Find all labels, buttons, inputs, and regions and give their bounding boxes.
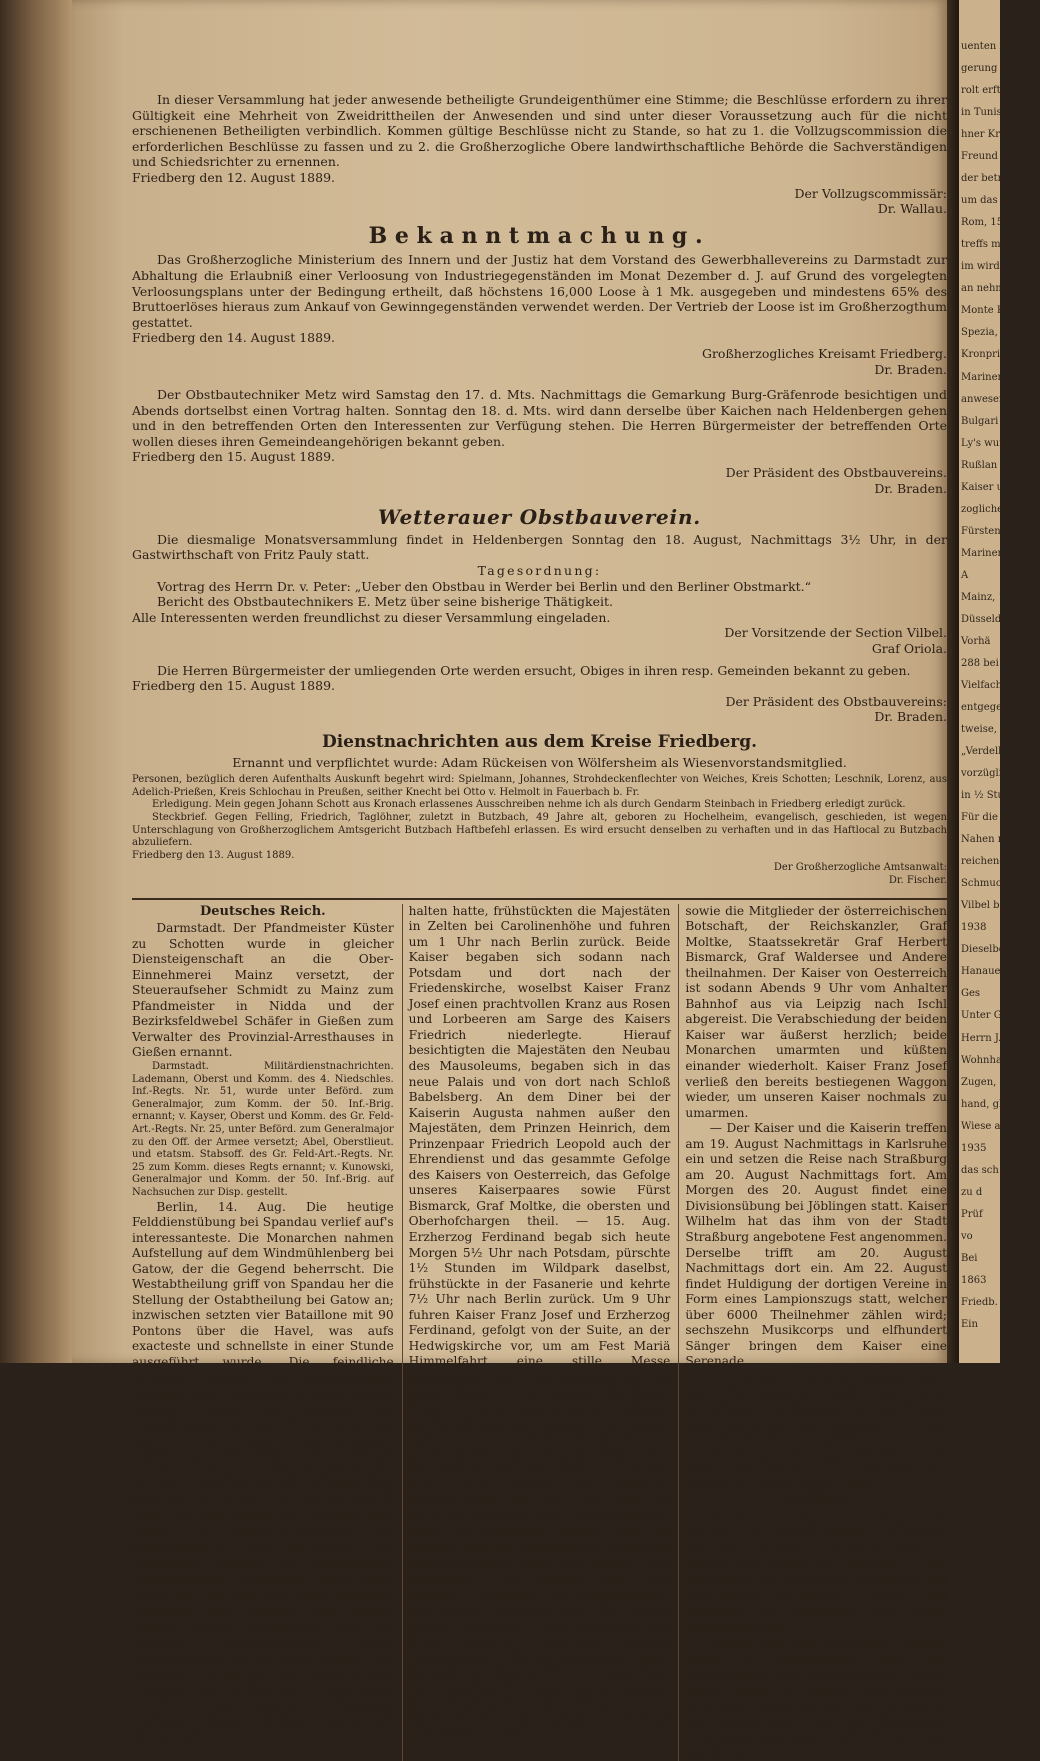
adjacent-page-fragment: um das Ander <box>961 195 1032 207</box>
news-column-1 <box>132 904 394 1761</box>
adjacent-page-fragment: Ly's wurde j <box>961 437 1023 449</box>
news-columns <box>132 904 947 1761</box>
notice-fruit-association-date: Friedberg den 15. August 1889. <box>132 678 335 694</box>
adjacent-page-fragment: Bulgari <box>961 415 999 427</box>
notice-assembly-text: In dieser Versammlung hat jeder anwesende betheiligte Grundeigenthümer eine Stimme; die Beschlüsse erfordern zu ihrer Gültigkeit eine Mehrheit von Zweidrittheilen der Anwesenden und sind unter dieser Voraussetzung auch für die nicht erschienenen Betheiligten verbindlich. Kommen gültige Beschlüsse nicht zu Stande, so hat zu 1. die Vollzugscommission die erforderlichen Beschlüsse zu fassen und zu 2. die Großherzogliche Obere landwirthschaftliche Behörde die Sachverständigen und Schiedsrichter zu ernennen. <box>132 92 947 170</box>
news-column-3 <box>678 904 947 1761</box>
notice-lottery-sign-title: Großherzogliches Kreisamt Friedberg. <box>701 345 947 361</box>
notice-lottery <box>132 222 947 377</box>
notice-fruit-association-sign-name: Dr. Braden. <box>874 709 947 725</box>
notice-assembly-sign-name: Dr. Wallau. <box>877 201 947 217</box>
adjacent-page-fragment: Marineminist <box>961 371 1030 383</box>
news-column-1-text2: Berlin, 14. Aug. Die heutige Felddienstübung bei Spandau verlief auf's interessanteste. Die Monarchen nahmen Aufstellung auf dem Windmühlenberg bei Gatow, der die Gegend beherrscht. Die Westabtheilung griff von Spandau her die Stellung der Ostabtheilung bei Gatow an; inzwischen setzten vier Bataillone mit 90 Pontons über die Havel, was aufs exacteste und schnellste in einer Stunde ausgeführt wurde. Die feindliche Artillerie beschoß die übersetzenden Truppen; das Feuergefecht wurde immer heftiger, wobei die Truppen der Ostabtheilung mit dem Pulver neuer Art fast rauchlos schossen, was besonders auffiel, da der Feind altes Pulver verschoß und ganz in Rauch gehüllt war. Auf der linken Flanke der Ostabtheilung fand ein Zusammenstoß der Kavallerie statt; zwei Regimenter der Ostabtheilung warfen ein Kürassierregiment der Westabtheilung zurück. Der Erbprinz von Meiningen, welcher die Ostabtheilung kommandierte, verlängerte seine Front durch die vier über die Havel gesetzten Bataillone und beschloß den minder starken Feind anzugreifen und auf Spandau zurückzuwerfen. Nach stundenlangem hartnäckigen Kampfe, der besonders heftig auf dem linken Flügel entbrannt war, endete die Uebung gegen 12 Uhr vor der Südseite von Spandau. Nachdem Kaiser Wilhelm persönlich Kritik abge- <box>132 1199 394 1743</box>
news-column-1-text: Darmstadt. Der Pfandmeister Küster zu Schotten wurde in gleicher Diensteigenschaft an die Ober-Einnehmerei Mainz versetzt, der Steueraufseher Schmidt zu Mainz zum Pfandmeister in Nidda und der Bezirksfeldwebel Schäfer in Gießen zum Verwalter des Provinzial-Arresthauses in Gießen ernannt. <box>132 921 394 1060</box>
adjacent-page-fragment: tweise, tabell <box>961 724 1029 736</box>
adjacent-page-fragment: hner Krach <box>961 129 1019 141</box>
adjacent-page-fragment: Monte Rosa <box>961 305 1022 317</box>
notice-service-news <box>132 731 947 888</box>
adjacent-page-fragment: uenten für <box>961 41 1015 52</box>
notice-fruit-association-text: Die diesmalige Monatsversammlung findet in Heldenbergen Sonntag den 18. August, Nachmittags 3½ Uhr, in der Gastwirthschaft von Fritz Pauly statt. <box>132 531 947 563</box>
adjacent-page-fragment: reichender Bet <box>961 856 1037 868</box>
notice-fruit-association-sign-title: Der Präsident des Obstbauvereins: <box>725 693 947 709</box>
adjacent-page-fragment: gerung ihr 3 <box>961 63 1025 75</box>
adjacent-page-fragment: Rom, 15. <box>961 217 1007 229</box>
notice-service-news-sign-title: Der Großherzogliche Amtsanwalt: <box>773 862 947 874</box>
newspaper-page <box>72 0 948 1760</box>
adjacent-page-fragment: Marinemanö <box>961 547 1026 559</box>
adjacent-page-fragment: Herrn J. E. <box>961 1032 1015 1044</box>
adjacent-page-fragment: in ½ Stund <box>961 790 1017 802</box>
notice-lottery-heading: Bekanntmachung. <box>368 222 711 249</box>
adjacent-page-fragment: 288 bei <box>961 657 999 669</box>
adjacent-page-fragment: Ges <box>961 988 981 1000</box>
notice-fruit-technician-sign-title: Der Präsident des Obstbauvereins. <box>725 465 947 481</box>
adjacent-page-fragment: „Verdelli <box>961 746 1005 758</box>
adjacent-page-fragment: Kaiser und d <box>961 481 1026 493</box>
news-column-2 <box>402 904 671 1761</box>
adjacent-page-fragment: Mainz, 1 <box>961 591 1005 603</box>
adjacent-page-fragment: Hanauer Str. <box>961 966 1027 978</box>
news-column-3-text5: Frankreich. Paris, 14. Aug. Der oberste Gerichtshof erklärte Boulanger der Veruntreuung und Unterschlagung öffentlicher Gelder für schuldig, unter Ausschließung mildernder Umstände und verurtheilte Boulanger, Dillon und Rochefort zur Deportation nach einem befestigten Orte. <box>685 1511 948 1635</box>
adjacent-page-fragment: Fürsten Mich <box>961 525 1030 537</box>
adjacent-page-fragment: Wohnhaus <box>961 1054 1014 1066</box>
notice-service-news-sign-name: Dr. Fischer. <box>888 874 947 886</box>
adjacent-page-fragment: treffs morgen <box>961 239 1031 251</box>
adjacent-page-fragment: Für die R <box>961 812 1009 824</box>
adjacent-page-fragment: zoglichen Pa <box>961 503 1025 515</box>
adjacent-page-fragment: Düsseldorfer D <box>961 613 1038 625</box>
adjacent-page-fragment: rolt erft ihr <box>961 85 1019 97</box>
section-chair-name: Graf Oriola. <box>871 641 947 656</box>
notice-fruit-association-heading: Wetterauer Obstbauverein. <box>377 505 702 530</box>
steckbrief: Steckbrief. Gegen Felling, Friedrich, Taglöhner, zuletzt in Butzbach, 49 Jahre alt, geboren zu Hochelheim, evangelisch, geschieden, ist wegen Unterschlagung von Großherzoglichem Amtsgericht Butzbach Haftbefehl erlassen. Es wird ersucht denselben zu verhaften und in das Haftlocal zu Butzbach abzuliefern. <box>132 811 947 849</box>
adjacent-page-fragment: Zugen, sch <box>961 1076 1017 1088</box>
adjacent-page-fragment: Ein <box>961 1318 978 1330</box>
adjacent-page-fragment: in Tunis unt <box>961 107 1022 119</box>
notice-fruit-technician-text: Der Obstbautechniker Metz wird Samstag den 17. d. Mts. Nachmittags die Gemarkung Burg-Gräfenrode besichtigen und Abends dortselbst einen Vortrag halten. Sonntag den 18. d. Mts. wird dann derselbe über Kaichen nach Heldenbergen gehen und in den betreffenden Orten den Interessenten zur Verfügung stehen. Die Herren Bürgermeister der betreffenden Orte wollen dieses ihren Gemeindeangehörigen bekannt geben. <box>132 387 947 449</box>
news-column-3-text4: Homburg, 14. Aug. Der Prinz von Wales ist heute zu mehrwöchigem Kurgebrauch hier eingetroffen. <box>685 1447 948 1493</box>
notice-assembly <box>132 92 947 217</box>
adjacent-page-fragment: hand, gl <box>961 1098 1003 1110</box>
adjacent-page-fragment: Dieselben <box>961 944 1012 956</box>
news-column-2-text: halten hatte, frühstückten die Majestäten in Zelten bei Carolinenhöhe und fuhren um 1 Uhr nach Berlin zurück. Beide Kaiser begaben sich sodann nach Potsdam und dort nach der Friedenskirche, woselbst Kaiser Franz Josef einen prachtvollen Kranz aus Rosen und Lorbeeren am Sarge des Kaisers Friedrich niederlegte. Hierauf besichtigten die Majestäten den Neubau des Mausoleums, begaben sich in das neue Palais und von dort nach Schloß Babelsberg. An dem Diner bei der Kaiserin Augusta nahmen außer den Majestäten, dem Prinzen Heinrich, dem Prinzenpaar Friedrich Leopold auch der Ehrendienst und das gesammte Gefolge des Kaisers von Oesterreich, das Gefolge unseres Kaiserpaares sowie Fürst Bismarck, Graf Moltke, die obersten und Oberhofchargen theil. — 15. Aug. Erzherzog Ferdinand begab sich heute Morgen 5½ Uhr nach Potsdam, pürschte 1½ Stunden im Wildpark daselbst, frühstückte in der Fasanerie und kehrte 7½ Uhr nach Berlin zurück. Um 9 Uhr fuhren Kaiser Franz Josef und Erzherzog Ferdinand, gefolgt von der Suite, an der Hedwigskirche vor, um am Fest Mariä Himmelfahrt eine stille Messe mitzufeiern. Um 1 Uhr begaben sich die beiden Kaiser in die Kaserne des Kaiser Franz-Grenadier-Regiments und nahmen die Parade über das Regiment ab. Darauf nahmen sie am Frühstück im festlich geschmückten Officierscasino theil, wobei der Oberst des Regiments auf Kaiser Franz Josef toastete, die Hoffnung aussprechend, daß der hohe Chef die Ehre des Besuches noch oft wiederholen möge. Am Frühstück nahmen auch die Prinzen Heinrich, Albrecht und Erzherzog Franz Ferdinand, sowie Graf Moltke, Graf Waldersee, Graf Kalnoky und Graf Herbert v. Bismarck, der Kriegsminister und andere Personen theil. Die beiden Kaiser, Erzherzog Franz Ferdinand und Prinz Heinrich besuchten sodann Nachmittags 4 Uhr die Unfallverhütungs-Ausstellung. Abends 6½ Uhr fand Tafel im königlichen Schlosse statt, an welcher die Majestäten, die Prinzen und Fürstlichkeiten, das gesammte Gefolge und der Ehrendienst, <box>408 903 671 1742</box>
notice-fruit-association-text2: Die Herren Bürgermeister der umliegenden Orte werden ersucht, Obiges in ihren resp. Gemeinden bekannt zu geben. <box>157 662 911 678</box>
adjacent-page-fragment: vorzüglichst <box>961 768 1024 780</box>
notice-fruit-technician-date: Friedberg den 15. August 1889. <box>132 449 335 465</box>
adjacent-page-fragment: Nahen nach <box>961 834 1023 846</box>
notice-fruit-technician-sign-name: Dr. Braden. <box>874 480 947 496</box>
adjacent-page-fragment: Kronprinzen, <box>961 349 1028 361</box>
notice-fruit-association <box>132 505 947 725</box>
agenda-item-1: Vortrag des Herrn Dr. v. Peter: „Ueber den Obstbau in Werder bei Berlin und den Berliner Obstmarkt.“ <box>157 578 812 594</box>
adjacent-page-edge <box>959 0 1040 1363</box>
adjacent-page-fragment: Wiese abgehe <box>961 1120 1032 1132</box>
adjacent-page-fragment: Prüf <box>961 1208 983 1220</box>
adjacent-page-fragment: das sch <box>961 1164 999 1176</box>
notice-service-news-text: Ernannt und verpflichtet wurde: Adam Rückeisen von Wölfersheim als Wiesenvorstandsmitglied. <box>232 754 847 770</box>
erledigung: Erledigung. Mein gegen Johann Schott aus Kronach erlassenes Ausschreiben nehme ich als durch Gendarm Steinbach in Friedberg erledigt zurück. <box>152 799 906 811</box>
adjacent-page-fragment: entgegenkomm <box>961 702 1040 714</box>
agenda-item-2: Bericht des Obstbautechnikers E. Metz über seine bisherige Thätigkeit. <box>157 594 613 610</box>
adjacent-page-fragment: Spezia, <box>961 327 998 339</box>
notice-service-news-heading: Dienstnachrichten aus dem Kreise Friedberg. <box>321 731 758 752</box>
news-column-3-text2: — Der Kaiser und die Kaiserin treffen am 19. August Nachmittags in Karlsruhe ein und setzen die Reise nach Straßburg am 20. August Nachmittags fort. Am Morgen des 20. August findet eine Divisionsübung bei Jöblingen statt. Kaiser Wilhelm hat das ihm von der Stadt Straßburg angebotene Fest angenommen. Derselbe trifft am 20. August Nachmittags dort ein. Am 22. August findet Huldigung der dortigen Vereine in Form eines Lampionszugs statt, welcher über 6000 Theilnehmer zählen wird; sechszehn Musikcorps und elfhundert Sänger bringen dem Kaiser eine Serenade. <box>685 1121 948 1369</box>
notice-lottery-sign-name: Dr. Braden. <box>874 361 947 377</box>
adjacent-page-fragment: im wird das <box>961 261 1021 273</box>
adjacent-page-fragment: Vilbel b <box>961 900 1000 912</box>
adjacent-page-fragment: vo <box>961 1230 973 1242</box>
adjacent-page-fragment: Vielfachen <box>961 679 1015 691</box>
adjacent-page-fragment: anwesend. <box>961 393 1015 405</box>
page-content <box>132 92 947 1761</box>
adjacent-page-fragment: zu d <box>961 1186 983 1198</box>
news-column-3-text6: Italien. Rom. Der Tod Cairoli's scheint Anlaß zu Enthüllungen über die Treulosigkeit der französischen Politik gegen Italien zu geben. Man erinnert sich, daß Cairoli stürzte, weil er sich in der tunesischen Frage von Frankreich vollständig überlisten ließ. Es soll nun aus Docu- <box>685 1636 948 1760</box>
page-gutter <box>947 0 959 1363</box>
adjacent-page-fragment: Unter G <box>961 1010 1002 1022</box>
adjacent-page-fragment: 1935 <box>961 1142 987 1154</box>
adjacent-page-fragment: 1863 <box>961 1274 987 1286</box>
adjacent-page-fragment: 1938 <box>961 922 987 934</box>
section-chair-title: Der Vorsitzende der Section Vilbel. <box>724 625 947 641</box>
news-column-1-military: Darmstadt. Militärdienstnachrichten. Lademann, Oberst und Komm. des 4. Niedschles. Inf.-Regts. Nr. 51, wurde unter Beförd. zum Generalmajor, zum Komm. der 50. Inf.-Brig. ernannt; v. Kayser, Oberst und Komm. des Gr. Feld-Art.-Regts. Nr. 25, unter Beförd. zum Generalmajor zu den Off. der Armee versetzt; Abel, Oberstlieut. und etatsm. Stabsoff. des Gr. Feld-Art.-Regts. Nr. 25 zum Komm. dieses Regts ernannt; v. Kunowski, Generalmajor und Komm. der 50. Inf.-Brig. auf Nachsuchen zur Disp. gestellt. <box>132 1060 394 1198</box>
notice-lottery-text: Das Großherzogliche Ministerium des Innern und der Justiz hat dem Vorstand des Gewerbhallevereins zu Darmstadt zur Abhaltung die Erlaubniß einer Verloosung von Industriegegenständen im Monat Dezember d. J. auf Grund des vorgelegten Verloosungsplans unter der Bedingung ertheilt, daß höchstens 16,000 Loose à 1 Mk. ausgegeben und mindestens 65% des Bruttoerlöses hieraus zum Ankauf von Gewinngegenständen verwendet werden. Der Vertrieb der Loose ist im Großherzogthum gestattet. <box>132 252 947 330</box>
notice-fruit-association-invite: Alle Interessenten werden freundlichst zu dieser Versammlung eingeladen. <box>132 609 611 625</box>
section-divider <box>132 898 947 900</box>
adjacent-page-fragment: Freund Cairo <box>961 151 1029 163</box>
adjacent-page-fragment: A <box>961 569 969 581</box>
notice-fruit-technician <box>132 387 947 496</box>
notice-service-news-date: Friedberg den 13. August 1889. <box>132 849 295 861</box>
book-binding <box>0 0 72 1363</box>
adjacent-page-fragment: an nehmen, <box>961 283 1021 295</box>
adjacent-page-fragment: Vorhä <box>961 635 991 647</box>
notice-lottery-date: Friedberg den 14. August 1889. <box>132 330 335 346</box>
news-column-3-text: sowie die Mitglieder der österreichischen Botschaft, der Reichskanzler, Graf Moltke, Staatssekretär Graf Herbert Bismarck, Graf Waldersee und Andere theilnahmen. Der Kaiser von Oesterreich ist sodann Abends 9 Uhr vom Anhalter Bahnhof aus via Leipzig nach Ischl abgereist. Die Verabschiedung der beiden Kaiser war äußerst herzlich; beide Monarchen umarmten und küßten einander wiederholt. Kaiser Franz Josef verließ den bereits bestiegenen Waggon wieder, um unseren Kaiser nochmals zu umarmen. <box>685 903 948 1120</box>
notice-assembly-sign-title: Der Vollzugscommissär: <box>794 185 947 201</box>
agenda-label: Tagesordnung: <box>477 563 602 579</box>
adjacent-page-fragment: der betreffend <box>961 173 1035 185</box>
notice-assembly-date: Friedberg den 12. August 1889. <box>132 169 335 185</box>
news-column-1-title: Deutsches Reich. <box>199 903 326 919</box>
adjacent-page-fragment: Bei <box>961 1252 978 1264</box>
adjacent-page-fragment: Rußlan <box>961 459 998 471</box>
news-column-3-text3: — Wie die „Nat.-Ztg.“ meldet, wird der Reichskanzler nach den jetzt getroffenen Anordnungen sich am Freitag oder spätestens am Samstag von hier nach Friedrichsruh begeben. <box>685 1369 948 1447</box>
adjacent-page-fragment: Schmuckeinlag <box>961 878 1039 890</box>
adjacent-page-fragment: Friedb. <box>961 1296 998 1308</box>
persons-wanted: Personen, bezüglich deren Aufenthalts Auskunft begehrt wird: Spielmann, Johannes, Strohdeckenflechter von Weiches, Kreis Schotten; Leschnik, Lorenz, aus Adelich-Prießen, Kreis Schlochau in Preußen, seither Knecht bei Otto v. Helmolt in Fauerbach b. Fr. <box>132 774 947 798</box>
news-column-3-subtitle: Ausland. <box>784 1494 848 1510</box>
